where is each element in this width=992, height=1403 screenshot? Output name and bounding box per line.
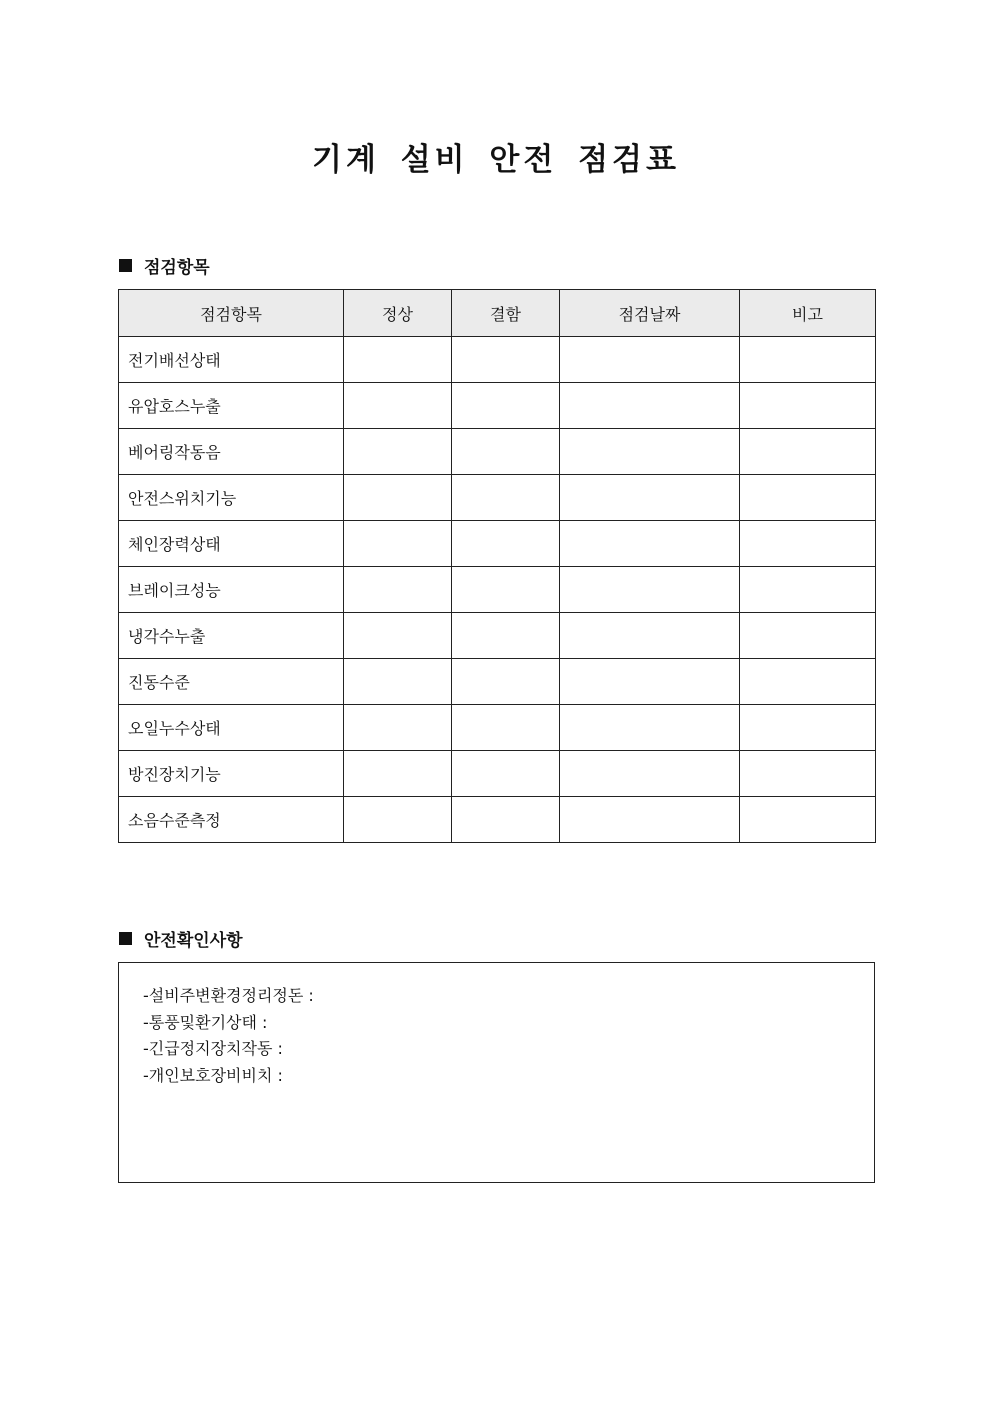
- inspection-item-name: 체인장력상태: [119, 521, 344, 567]
- defect-check-cell[interactable]: [452, 705, 560, 751]
- table-row: [119, 751, 876, 797]
- defect-check-cell[interactable]: [452, 475, 560, 521]
- table-row: [119, 337, 876, 383]
- normal-check-cell[interactable]: [344, 429, 452, 475]
- inspection-item-name: 진동수준: [119, 659, 344, 705]
- defect-check-cell[interactable]: [452, 797, 560, 843]
- normal-check-cell[interactable]: [344, 705, 452, 751]
- normal-check-cell[interactable]: [344, 613, 452, 659]
- defect-check-cell[interactable]: [452, 337, 560, 383]
- square-bullet-icon: [119, 259, 132, 272]
- confirmation-line: -개인보호장비비치 :: [143, 1065, 283, 1085]
- defect-check-cell[interactable]: [452, 751, 560, 797]
- section-heading-label: 안전확인사항: [144, 931, 243, 951]
- table-row: [119, 613, 876, 659]
- inspection-date-cell[interactable]: [560, 705, 740, 751]
- remarks-cell[interactable]: [740, 797, 876, 843]
- defect-check-cell[interactable]: [452, 521, 560, 567]
- normal-check-cell[interactable]: [344, 475, 452, 521]
- inspection-date-cell[interactable]: [560, 797, 740, 843]
- inspection-date-cell[interactable]: [560, 337, 740, 383]
- remarks-cell[interactable]: [740, 659, 876, 705]
- remarks-cell[interactable]: [740, 567, 876, 613]
- inspection-date-cell[interactable]: [560, 613, 740, 659]
- confirmation-line: -통풍및환기상태 :: [143, 1012, 268, 1032]
- inspection-date-cell[interactable]: [560, 521, 740, 567]
- table-row: [119, 567, 876, 613]
- inspection-item-name: 오일누수상태: [119, 705, 344, 751]
- column-header-date: 점검날짜: [560, 290, 740, 337]
- inspection-date-cell[interactable]: [560, 383, 740, 429]
- square-bullet-icon: [119, 932, 132, 945]
- inspection-date-cell[interactable]: [560, 751, 740, 797]
- column-header-item: 점검항목: [119, 290, 344, 337]
- document-title: 기계 설비 안전 점검표: [312, 142, 680, 178]
- remarks-cell[interactable]: [740, 705, 876, 751]
- inspection-date-cell[interactable]: [560, 429, 740, 475]
- inspection-table: [118, 289, 876, 843]
- remarks-cell[interactable]: [740, 751, 876, 797]
- confirmation-line: -긴급정지장치작동 :: [143, 1039, 283, 1058]
- inspection-item-name: 방진장치기능: [119, 751, 344, 797]
- inspection-item-name: 유압호스누출: [119, 383, 344, 429]
- normal-check-cell[interactable]: [344, 797, 452, 843]
- column-header-normal: 정상: [344, 290, 452, 337]
- table-header-row: [119, 290, 876, 337]
- normal-check-cell[interactable]: [344, 383, 452, 429]
- remarks-cell[interactable]: [740, 613, 876, 659]
- inspection-item-name: 냉각수누출: [119, 613, 344, 659]
- column-header-remarks: 비고: [740, 290, 876, 337]
- remarks-cell[interactable]: [740, 337, 876, 383]
- safety-confirmation-box: [118, 962, 875, 1183]
- table-row: [119, 521, 876, 567]
- remarks-cell[interactable]: [740, 521, 876, 567]
- section-heading-inspection-items: [119, 253, 210, 278]
- table-row: [119, 383, 876, 429]
- defect-check-cell[interactable]: [452, 659, 560, 705]
- defect-check-cell[interactable]: [452, 383, 560, 429]
- normal-check-cell[interactable]: [344, 521, 452, 567]
- normal-check-cell[interactable]: [344, 659, 452, 705]
- section-heading-safety-confirmation: [119, 926, 243, 951]
- defect-check-cell[interactable]: [452, 567, 560, 613]
- inspection-item-name: 베어링작동음: [119, 429, 344, 475]
- column-header-defect: 결함: [452, 290, 560, 337]
- remarks-cell[interactable]: [740, 475, 876, 521]
- inspection-date-cell[interactable]: [560, 567, 740, 613]
- section-heading-label: 점검항목: [144, 258, 210, 278]
- table-row: [119, 659, 876, 705]
- inspection-item-name: 브레이크성능: [119, 567, 344, 613]
- normal-check-cell[interactable]: [344, 567, 452, 613]
- table-row: [119, 429, 876, 475]
- table-row: [119, 705, 876, 751]
- inspection-item-name: 안전스위치기능: [119, 475, 344, 521]
- inspection-date-cell[interactable]: [560, 659, 740, 705]
- table-row: [119, 475, 876, 521]
- table-row: [119, 797, 876, 843]
- inspection-item-name: 소음수준측정: [119, 797, 344, 843]
- normal-check-cell[interactable]: [344, 751, 452, 797]
- inspection-item-name: 전기배선상태: [119, 337, 344, 383]
- confirmation-line: -설비주변환경정리정돈 :: [143, 986, 314, 1005]
- defect-check-cell[interactable]: [452, 429, 560, 475]
- normal-check-cell[interactable]: [344, 337, 452, 383]
- remarks-cell[interactable]: [740, 383, 876, 429]
- remarks-cell[interactable]: [740, 429, 876, 475]
- defect-check-cell[interactable]: [452, 613, 560, 659]
- inspection-date-cell[interactable]: [560, 475, 740, 521]
